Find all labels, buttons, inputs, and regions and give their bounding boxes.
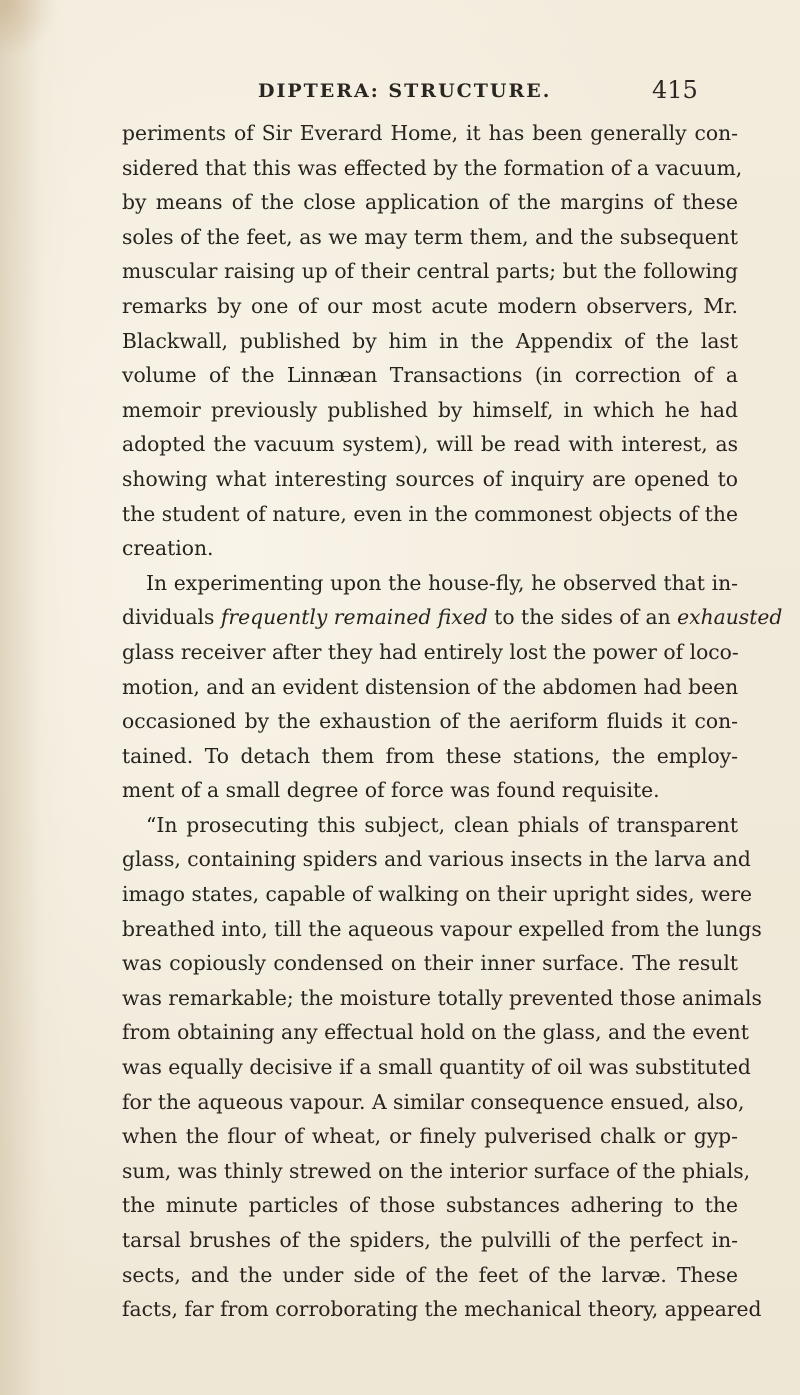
text-line	[122, 1015, 749, 1050]
text-line	[122, 739, 738, 774]
text-line	[122, 946, 738, 981]
text-line	[122, 324, 738, 359]
italic-text: frequently remained fixed	[220, 605, 488, 630]
text-line	[122, 116, 738, 151]
text-segment: when the flour of wheat, or finely pulverised chalk or gyp-	[122, 1124, 738, 1149]
text-line	[122, 842, 751, 877]
text-segment: the student of nature, even in the commonest objects of the	[122, 501, 738, 526]
text-line	[122, 393, 738, 428]
text-segment: “In prosecuting this subject, clean phials of transparent	[146, 812, 738, 837]
text-line	[122, 1050, 751, 1085]
text-line	[122, 151, 743, 186]
text-segment: sum, was thinly strewed on the interior surface of the phials,	[122, 1158, 751, 1183]
text-line	[122, 427, 738, 462]
text-segment: the minute particles of those substances adhering to the	[122, 1193, 738, 1218]
text-segment: Blackwall, published by him in the Appendix of the last	[122, 328, 738, 353]
italic-text: exhausted	[677, 605, 783, 630]
text-segment: by means of the close application of the margins of these	[122, 190, 738, 215]
text-segment: to the sides of an	[487, 605, 678, 630]
text-segment: from obtaining any effectual hold on the glass, and the event	[122, 1020, 749, 1045]
text-segment: muscular raising up of their central parts; but the following	[122, 259, 738, 284]
body-text	[122, 116, 783, 1327]
text-line	[122, 358, 738, 393]
text-segment: soles of the feet, as we may term them, and the subsequent	[122, 224, 738, 249]
text-line	[122, 877, 753, 912]
text-segment: occasioned by the exhaustion of the aeriform fluids it con-	[122, 709, 738, 734]
text-line	[122, 497, 738, 532]
text-line	[122, 531, 738, 566]
text-segment: sects, and the under side of the feet of the larvæ. These	[122, 1262, 738, 1287]
corner-stain	[0, 0, 60, 55]
text-segment: dividuals	[122, 605, 221, 630]
text-line	[122, 981, 762, 1016]
text-line	[122, 670, 738, 705]
running-head: DIPTERA: STRUCTURE.	[258, 80, 552, 102]
text-line	[122, 1119, 738, 1154]
text-line	[122, 462, 738, 497]
text-segment: In experimenting upon the house-fly, he observed that in-	[146, 570, 738, 595]
text-segment: glass receiver after they had entirely lost the power of loco-	[122, 639, 739, 664]
text-segment: breathed into, till the aqueous vapour expelled from the lungs	[122, 916, 762, 941]
gutter-shadow	[0, 0, 70, 1395]
text-line	[122, 254, 738, 289]
text-line	[122, 1292, 762, 1327]
text-line	[122, 704, 738, 739]
text-segment: imago states, capable of walking on their upright sides, were	[122, 882, 753, 907]
text-segment: was remarkable; the moisture totally prevented those animals	[122, 985, 762, 1010]
text-segment: adopted the vacuum system), will be read with interest, as	[122, 432, 738, 457]
text-segment: glass, containing spiders and various insects in the larva and	[122, 847, 751, 872]
text-segment: volume of the Linnæan Transactions (in correction of a	[122, 363, 738, 388]
text-line	[122, 635, 738, 670]
text-line	[122, 1085, 745, 1120]
text-line	[122, 1258, 738, 1293]
text-line	[122, 808, 738, 843]
text-segment: showing what interesting sources of inquiry are opened to	[122, 466, 738, 491]
text-line	[122, 289, 738, 324]
text-segment: remarks by one of our most acute modern observers, Mr.	[122, 293, 738, 318]
text-line	[122, 1154, 751, 1189]
text-segment: periments of Sir Everard Home, it has been generally con-	[122, 121, 738, 145]
text-segment: was equally decisive if a small quantity of oil was substituted	[122, 1055, 751, 1080]
text-segment: creation.	[122, 536, 214, 561]
text-segment: ment of a small degree of force was found requisite.	[122, 778, 660, 803]
text-segment: facts, far from corroborating the mechanical theory, appeared	[122, 1297, 762, 1322]
text-segment: motion, and an evident distension of the abdomen had been	[122, 674, 739, 699]
text-line	[122, 566, 738, 601]
text-line	[122, 1223, 738, 1258]
text-line	[122, 773, 738, 808]
text-segment: was copiously condensed on their inner surface. The result	[122, 951, 738, 976]
text-line	[122, 185, 738, 220]
text-line	[122, 912, 762, 947]
text-segment: memoir previously published by himself, in which he had	[122, 397, 738, 422]
page-number: 415	[652, 76, 698, 104]
text-segment: for the aqueous vapour. A similar consequence ensued, also,	[122, 1089, 745, 1114]
text-line	[122, 1188, 738, 1223]
text-segment: sidered that this was effected by the formation of a vacuum,	[122, 155, 743, 180]
text-line	[122, 220, 738, 255]
text-segment: tarsal brushes of the spiders, the pulvilli of the perfect in-	[122, 1228, 738, 1252]
text-segment: tained. To detach them from these stations, the employ-	[122, 743, 738, 768]
text-line	[122, 600, 783, 635]
